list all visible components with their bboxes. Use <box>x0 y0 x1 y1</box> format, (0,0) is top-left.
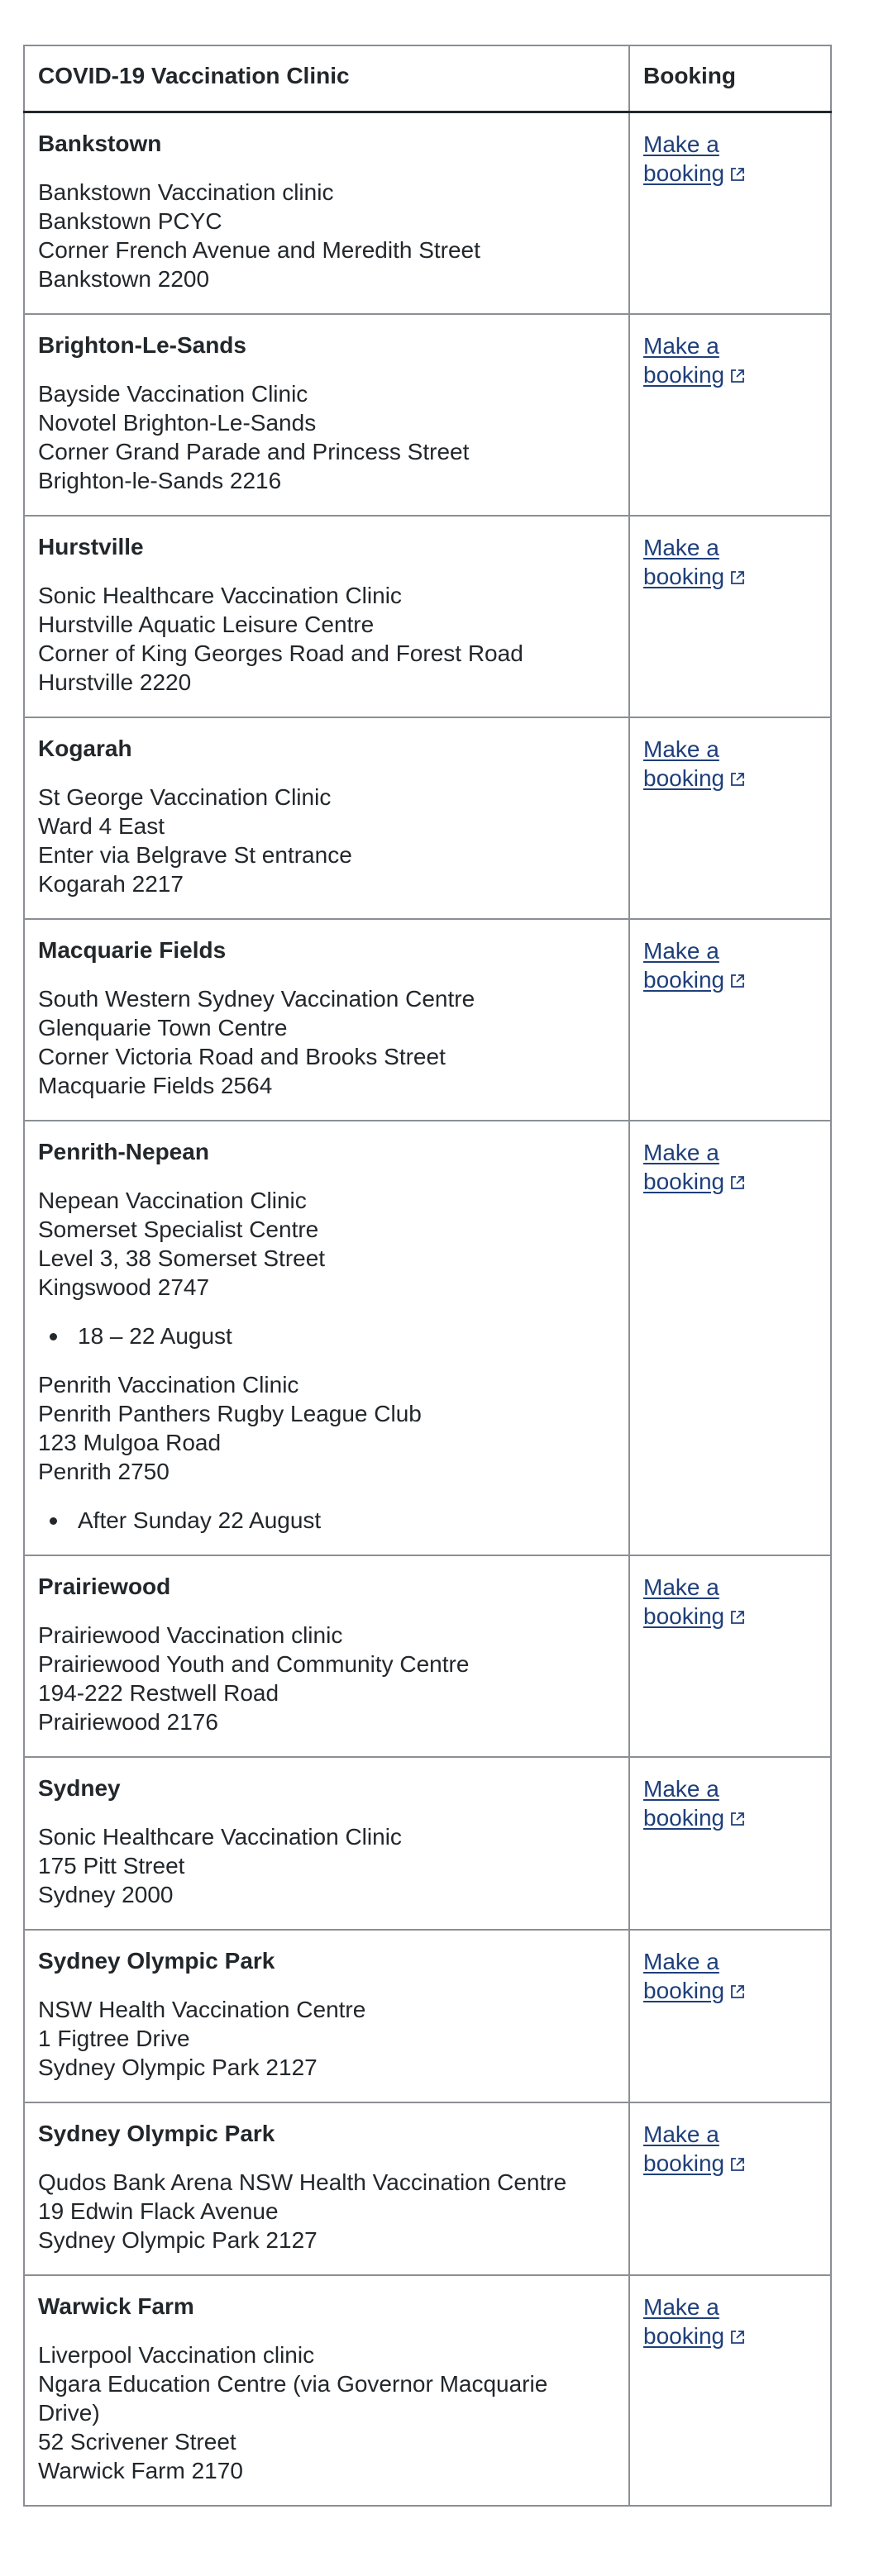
date-notes <box>38 1321 615 1350</box>
address-line: 52 Scrivener Street <box>38 2429 236 2455</box>
location-name: Penrith-Nepean <box>38 1139 209 1164</box>
address-line: Ngara Education Centre (via Governor Macquarie Drive) <box>38 2371 548 2426</box>
address-line: Penrith Vaccination Clinic <box>38 1372 299 1398</box>
external-link-icon <box>729 1978 746 1994</box>
booking-cell <box>629 314 831 516</box>
booking-link-label: Make a booking <box>643 736 725 791</box>
table-row <box>24 1757 831 1930</box>
address-line: Novotel Brighton-Le-Sands <box>38 410 317 436</box>
clinic-cell <box>24 1555 629 1757</box>
external-link-icon <box>729 160 746 177</box>
make-booking-link[interactable] <box>643 331 784 389</box>
location-name: Sydney Olympic Park <box>38 1948 275 1974</box>
location-name: Kogarah <box>38 736 132 761</box>
address-line: Corner Grand Parade and Princess Street <box>38 439 470 464</box>
address-line: South Western Sydney Vaccination Centre <box>38 986 475 1012</box>
address-line: Corner of King Georges Road and Forest Road <box>38 640 523 666</box>
booking-cell <box>629 516 831 717</box>
date-note: 18 – 22 August <box>38 1321 615 1350</box>
table-row <box>24 919 831 1121</box>
address-line: Corner French Avenue and Meredith Street <box>38 237 480 263</box>
booking-link-label: Make a booking <box>643 1140 725 1194</box>
table-row <box>24 314 831 516</box>
make-booking-link[interactable] <box>643 130 784 188</box>
address-line: Glenquarie Town Centre <box>38 1015 288 1040</box>
clinic-address <box>38 2168 615 2255</box>
location-name: Hurstville <box>38 534 144 559</box>
table-body <box>24 112 831 2507</box>
booking-cell <box>629 1930 831 2102</box>
date-notes <box>38 1506 615 1535</box>
address-line: Sydney Olympic Park 2127 <box>38 2055 318 2080</box>
clinic-cell <box>24 516 629 717</box>
clinic-cell <box>24 919 629 1121</box>
location-name: Prairiewood <box>38 1574 171 1599</box>
address-line: Sydney Olympic Park 2127 <box>38 2227 318 2253</box>
clinic-address <box>38 1186 615 1302</box>
clinic-address <box>38 984 615 1100</box>
address-line: Qudos Bank Arena NSW Health Vaccination Centre <box>38 2169 567 2195</box>
address-line: 123 Mulgoa Road <box>38 1430 222 1455</box>
address-line: Bayside Vaccination Clinic <box>38 381 308 407</box>
booking-cell <box>629 1555 831 1757</box>
booking-link-label: Make a booking <box>643 333 725 388</box>
clinic-cell <box>24 1757 629 1930</box>
booking-cell <box>629 919 831 1121</box>
booking-cell <box>629 1121 831 1555</box>
booking-cell <box>629 2102 831 2275</box>
external-link-icon <box>729 2323 746 2340</box>
address-line: Macquarie Fields 2564 <box>38 1073 273 1098</box>
address-line: 194-222 Restwell Road <box>38 1680 279 1706</box>
table-row <box>24 112 831 315</box>
booking-link-label: Make a booking <box>643 1949 725 2003</box>
booking-cell <box>629 717 831 919</box>
clinic-cell <box>24 2102 629 2275</box>
address-line: Kingswood 2747 <box>38 1274 210 1300</box>
booking-link-label: Make a booking <box>643 1776 725 1831</box>
external-link-icon <box>729 564 746 580</box>
table-row <box>24 1555 831 1757</box>
header-clinic: COVID-19 Vaccination Clinic <box>24 45 629 112</box>
clinic-cell <box>24 717 629 919</box>
header-booking: Booking <box>629 45 831 112</box>
booking-cell <box>629 1757 831 1930</box>
address-line: Bankstown Vaccination clinic <box>38 179 334 205</box>
address-line: NSW Health Vaccination Centre <box>38 1997 366 2022</box>
clinic-table <box>23 45 832 2507</box>
clinic-address <box>38 2340 615 2485</box>
address-line: Enter via Belgrave St entrance <box>38 842 352 868</box>
address-line: Penrith Panthers Rugby League Club <box>38 1401 422 1426</box>
make-booking-link[interactable] <box>643 1774 784 1832</box>
address-line: Corner Victoria Road and Brooks Street <box>38 1044 446 1069</box>
external-link-icon <box>729 1805 746 1821</box>
location-name: Brighton-Le-Sands <box>38 332 246 358</box>
address-line: Bankstown 2200 <box>38 266 210 292</box>
address-line: Sydney 2000 <box>38 1882 174 1907</box>
booking-link-label: Make a booking <box>643 131 725 186</box>
address-line: Hurstville 2220 <box>38 669 192 695</box>
table-row <box>24 516 831 717</box>
clinic-address <box>38 1621 615 1736</box>
address-line: Warwick Farm 2170 <box>38 2458 243 2483</box>
address-line: St George Vaccination Clinic <box>38 784 332 810</box>
external-link-icon <box>729 1603 746 1620</box>
date-note: After Sunday 22 August <box>38 1506 615 1535</box>
address-line: 175 Pitt Street <box>38 1853 185 1878</box>
address-line: Kogarah 2217 <box>38 871 184 897</box>
external-link-icon <box>729 2150 746 2167</box>
location-name: Macquarie Fields <box>38 937 227 963</box>
clinic-cell <box>24 314 629 516</box>
address-line: Somerset Specialist Centre <box>38 1217 319 1242</box>
make-booking-link[interactable] <box>643 1138 784 1196</box>
table-row <box>24 717 831 919</box>
address-line: Nepean Vaccination Clinic <box>38 1188 307 1213</box>
clinic-address <box>38 379 615 495</box>
address-line: Level 3, 38 Somerset Street <box>38 1245 326 1271</box>
address-line: Ward 4 East <box>38 813 165 839</box>
make-booking-link[interactable] <box>643 2293 784 2350</box>
external-link-icon <box>729 765 746 782</box>
address-line: Brighton-le-Sands 2216 <box>38 468 282 493</box>
clinic-cell <box>24 2275 629 2506</box>
location-name: Bankstown <box>38 131 162 156</box>
external-link-icon <box>729 1169 746 1185</box>
table-header-row <box>24 45 831 112</box>
make-booking-link[interactable] <box>643 735 784 793</box>
booking-cell <box>629 2275 831 2506</box>
address-line: Bankstown PCYC <box>38 208 222 234</box>
address-line: Penrith 2750 <box>38 1459 170 1484</box>
address-line: Prairiewood 2176 <box>38 1709 218 1735</box>
external-link-icon <box>729 967 746 983</box>
location-name: Sydney Olympic Park <box>38 2121 275 2146</box>
clinic-cell <box>24 112 629 315</box>
clinic-table-container <box>23 45 830 2507</box>
location-name: Sydney <box>38 1775 121 1801</box>
booking-link-label: Make a booking <box>643 535 725 589</box>
clinic-cell <box>24 1930 629 2102</box>
address-line: 19 Edwin Flack Avenue <box>38 2198 279 2224</box>
clinic-address <box>38 1370 615 1486</box>
make-booking-link[interactable] <box>643 533 784 591</box>
clinic-address <box>38 1822 615 1909</box>
external-link-icon <box>729 362 746 379</box>
address-line: Sonic Healthcare Vaccination Clinic <box>38 583 402 608</box>
booking-link-label: Make a booking <box>643 2121 725 2176</box>
booking-link-label: Make a booking <box>643 938 725 993</box>
make-booking-link[interactable] <box>643 1573 784 1631</box>
booking-cell <box>629 112 831 315</box>
address-line: Sonic Healthcare Vaccination Clinic <box>38 1824 402 1850</box>
table-row <box>24 2275 831 2506</box>
make-booking-link[interactable] <box>643 2120 784 2178</box>
table-row <box>24 2102 831 2275</box>
address-line: Hurstville Aquatic Leisure Centre <box>38 612 375 637</box>
clinic-address <box>38 1995 615 2082</box>
clinic-cell <box>24 1121 629 1555</box>
location-name: Warwick Farm <box>38 2293 194 2319</box>
address-line: Prairiewood Youth and Community Centre <box>38 1651 470 1677</box>
clinic-address <box>38 581 615 697</box>
booking-link-label: Make a booking <box>643 2294 725 2349</box>
table-row <box>24 1930 831 2102</box>
make-booking-link[interactable] <box>643 936 784 994</box>
table-row <box>24 1121 831 1555</box>
make-booking-link[interactable] <box>643 1947 784 2005</box>
address-line: 1 Figtree Drive <box>38 2026 190 2051</box>
clinic-address <box>38 178 615 293</box>
booking-link-label: Make a booking <box>643 1574 725 1629</box>
address-line: Liverpool Vaccination clinic <box>38 2342 315 2368</box>
address-line: Prairiewood Vaccination clinic <box>38 1622 343 1648</box>
clinic-address <box>38 783 615 898</box>
